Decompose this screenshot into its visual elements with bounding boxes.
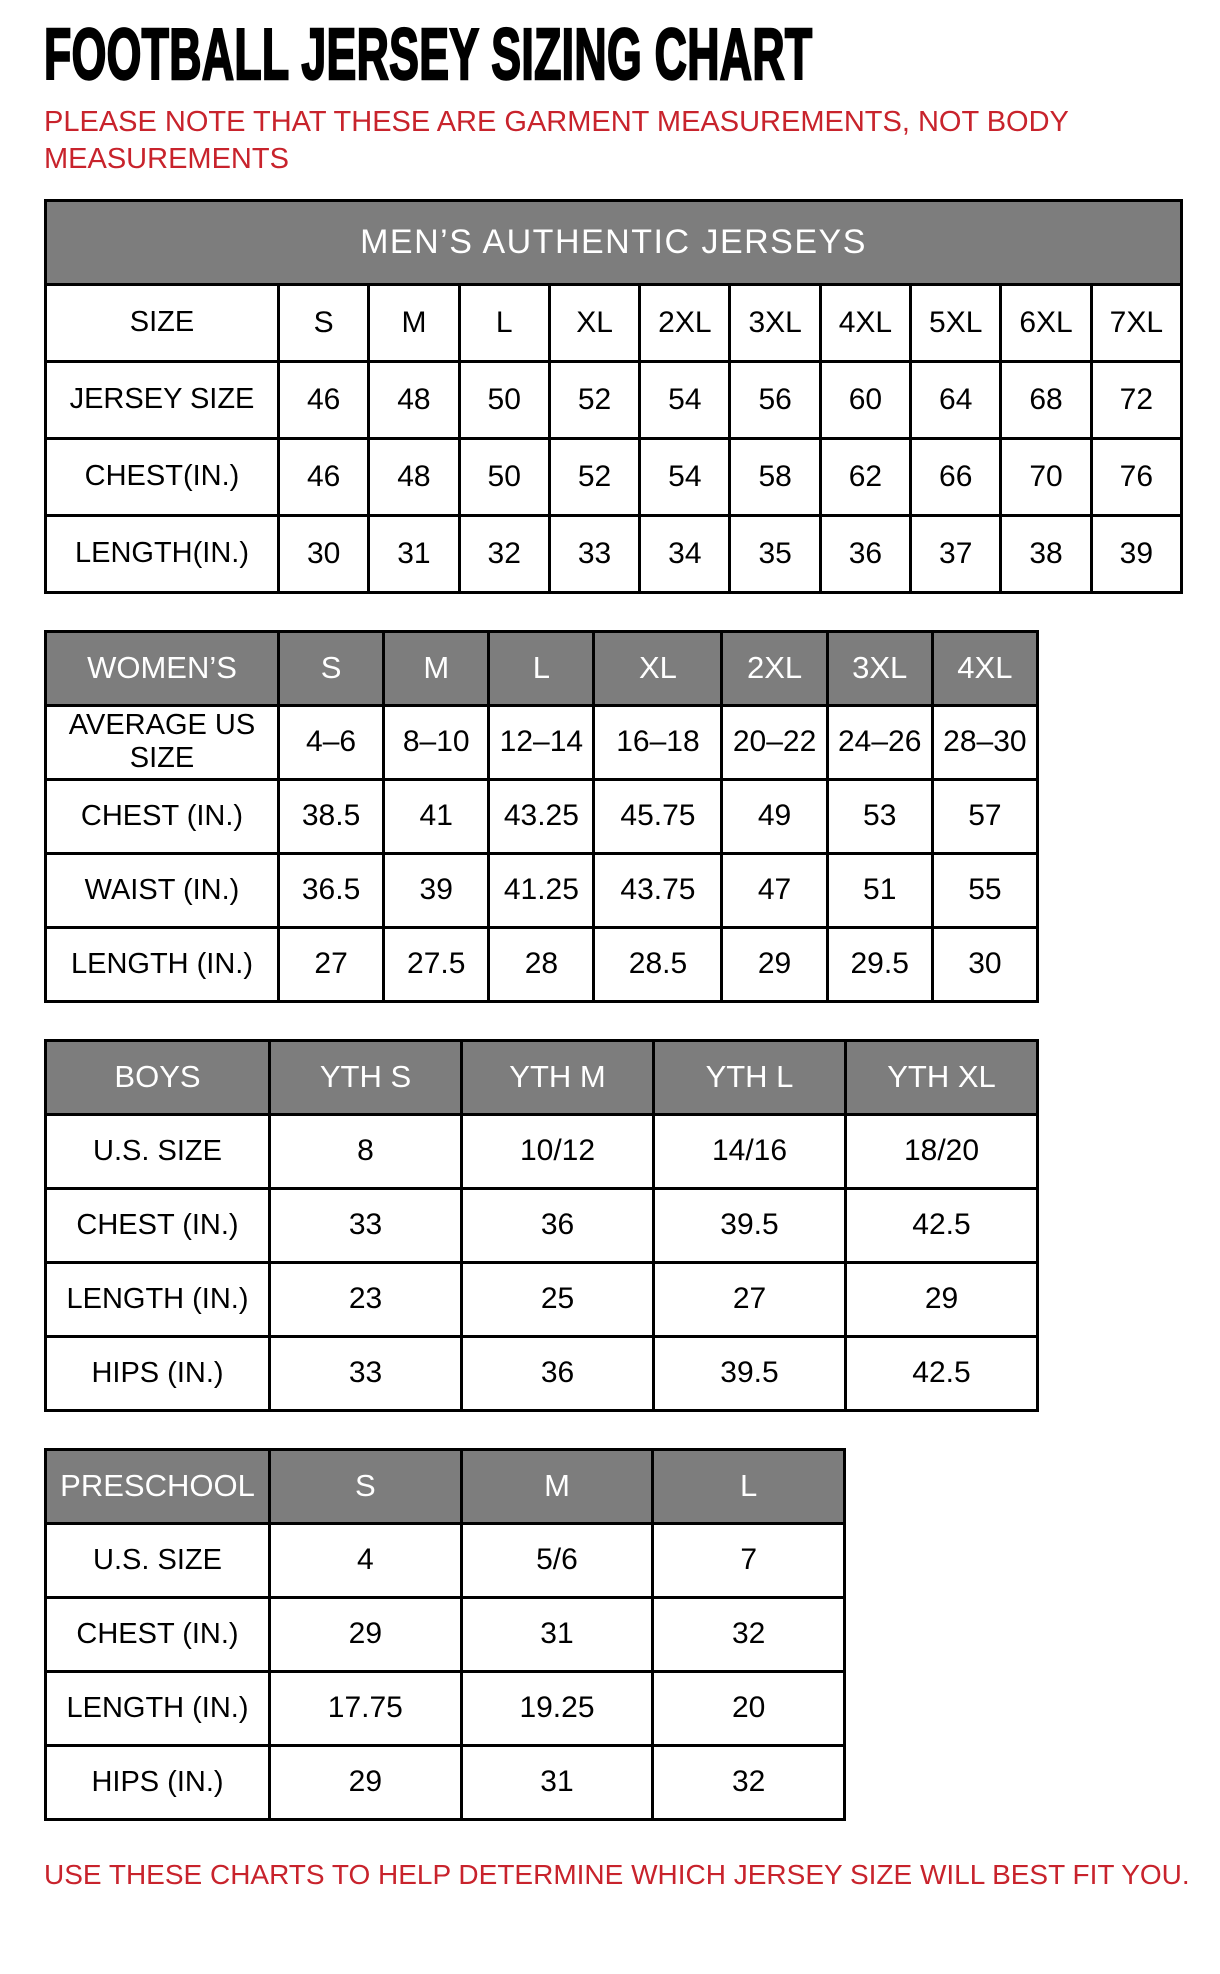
mens-authentic-jerseys-table [44,199,1180,594]
row-label: LENGTH (IN.) [46,1671,270,1745]
value-cell: 31 [461,1745,653,1819]
value-cell: 24–26 [827,705,932,779]
size-header-cell: M [384,631,489,705]
value-cell: 52 [549,438,639,515]
mens-banner: MEN’S AUTHENTIC JERSEYS [46,200,1182,284]
value-cell: 34 [640,515,730,592]
banner-row [46,200,1182,284]
value-cell: 32 [653,1597,845,1671]
value-cell: 76 [1091,438,1181,515]
value-cell: 42.5 [846,1188,1038,1262]
value-cell: 10/12 [462,1114,654,1188]
table-row [46,779,1038,853]
size-header-cell: YTH XL [846,1040,1038,1114]
size-header-cell: YTH M [462,1040,654,1114]
size-header-cell: S [279,631,384,705]
value-cell: 23 [270,1262,462,1336]
value-cell: 39 [1091,515,1181,592]
table-row [46,1523,845,1597]
table-row [46,1597,845,1671]
size-header-cell: 2XL [640,284,730,361]
size-header-cell: L [653,1449,845,1523]
size-header-cell: XL [594,631,722,705]
size-header-cell: L [459,284,549,361]
value-cell: 33 [270,1188,462,1262]
value-cell: 45.75 [594,779,722,853]
row-label: JERSEY SIZE [46,361,279,438]
value-cell: 16–18 [594,705,722,779]
table-title-cell: WOMEN’S [46,631,279,705]
table-row [46,705,1038,779]
boys-grid [44,1039,1039,1412]
size-header-cell: S [279,284,369,361]
womens-grid [44,630,1039,1003]
row-label: HIPS (IN.) [46,1745,270,1819]
row-label: LENGTH (IN.) [46,927,279,1001]
value-cell: 39 [384,853,489,927]
value-cell: 4–6 [279,705,384,779]
value-cell: 46 [279,438,369,515]
value-cell: 49 [722,779,827,853]
size-header-cell: L [489,631,594,705]
size-header-cell: 4XL [932,631,1037,705]
fit-advice-note: USE THESE CHARTS TO HELP DETERMINE WHICH JERSEY SIZE WILL BEST FIT YOU. [44,1858,1190,1890]
value-cell: 27 [654,1262,846,1336]
row-label: U.S. SIZE [46,1523,270,1597]
header-row [46,1449,845,1523]
value-cell: 29 [270,1745,462,1819]
row-label: CHEST (IN.) [46,1188,270,1262]
value-cell: 8–10 [384,705,489,779]
table-row [46,1262,1038,1336]
value-cell: 29 [722,927,827,1001]
header-row [46,1040,1038,1114]
page-title: FOOTBALL JERSEY SIZING CHART [44,15,813,95]
row-label: HIPS (IN.) [46,1336,270,1410]
size-header-cell: XL [549,284,639,361]
preschool-grid [44,1448,846,1821]
table-row [46,927,1038,1001]
value-cell: 4 [270,1523,462,1597]
value-cell: 56 [730,361,820,438]
size-header-cell: 3XL [730,284,820,361]
value-cell: 36 [462,1336,654,1410]
table-row [46,361,1182,438]
table-row [46,1114,1038,1188]
value-cell: 37 [911,515,1001,592]
row-label: LENGTH (IN.) [46,1262,270,1336]
value-cell: 17.75 [270,1671,462,1745]
value-cell: 62 [820,438,910,515]
value-cell: 52 [549,361,639,438]
value-cell: 48 [369,438,459,515]
value-cell: 47 [722,853,827,927]
table-title-cell: SIZE [46,284,279,361]
value-cell: 70 [1001,438,1091,515]
value-cell: 50 [459,361,549,438]
value-cell: 36.5 [279,853,384,927]
value-cell: 51 [827,853,932,927]
size-header-cell: M [461,1449,653,1523]
table-row [46,1745,845,1819]
value-cell: 28 [489,927,594,1001]
value-cell: 29 [846,1262,1038,1336]
value-cell: 20–22 [722,705,827,779]
womens-sizing-table [44,630,1180,1003]
value-cell: 68 [1001,361,1091,438]
value-cell: 43.25 [489,779,594,853]
mens-grid [44,199,1183,594]
header-row [46,631,1038,705]
size-header-cell: M [369,284,459,361]
value-cell: 54 [640,438,730,515]
value-cell: 36 [820,515,910,592]
value-cell: 25 [462,1262,654,1336]
value-cell: 38 [1001,515,1091,592]
size-header-cell: 2XL [722,631,827,705]
row-label: CHEST (IN.) [46,1597,270,1671]
table-title-cell: PRESCHOOL [46,1449,270,1523]
value-cell: 58 [730,438,820,515]
value-cell: 53 [827,779,932,853]
size-header-cell: 7XL [1091,284,1181,361]
table-row [46,515,1182,592]
value-cell: 43.75 [594,853,722,927]
value-cell: 66 [911,438,1001,515]
table-row [46,1671,845,1745]
value-cell: 12–14 [489,705,594,779]
size-header-cell: YTH L [654,1040,846,1114]
row-label: U.S. SIZE [46,1114,270,1188]
table-row [46,853,1038,927]
value-cell: 18/20 [846,1114,1038,1188]
value-cell: 41.25 [489,853,594,927]
value-cell: 7 [653,1523,845,1597]
value-cell: 5/6 [461,1523,653,1597]
value-cell: 27.5 [384,927,489,1001]
value-cell: 39.5 [654,1188,846,1262]
value-cell: 30 [279,515,369,592]
value-cell: 27 [279,927,384,1001]
size-header-cell: 6XL [1001,284,1091,361]
value-cell: 55 [932,853,1037,927]
value-cell: 50 [459,438,549,515]
boys-sizing-table [44,1039,1180,1412]
value-cell: 30 [932,927,1037,1001]
value-cell: 72 [1091,361,1181,438]
size-header-cell: S [270,1449,462,1523]
value-cell: 35 [730,515,820,592]
value-cell: 32 [459,515,549,592]
value-cell: 46 [279,361,369,438]
table-row [46,438,1182,515]
table-row [46,1188,1038,1262]
row-label: WAIST (IN.) [46,853,279,927]
size-header-cell: 5XL [911,284,1001,361]
garment-measurement-note: PLEASE NOTE THAT THESE ARE GARMENT MEASUREMENTS, NOT BODY MEASUREMENTS [44,105,1069,176]
value-cell: 32 [653,1745,845,1819]
value-cell: 57 [932,779,1037,853]
value-cell: 8 [270,1114,462,1188]
value-cell: 28–30 [932,705,1037,779]
value-cell: 29 [270,1597,462,1671]
value-cell: 38.5 [279,779,384,853]
value-cell: 36 [462,1188,654,1262]
value-cell: 20 [653,1671,845,1745]
size-header-cell: 3XL [827,631,932,705]
value-cell: 33 [270,1336,462,1410]
value-cell: 60 [820,361,910,438]
value-cell: 39.5 [654,1336,846,1410]
table-row [46,1336,1038,1410]
size-header-cell: 4XL [820,284,910,361]
value-cell: 42.5 [846,1336,1038,1410]
value-cell: 54 [640,361,730,438]
header-row [46,284,1182,361]
row-label: AVERAGE US SIZE [46,705,279,779]
value-cell: 48 [369,361,459,438]
value-cell: 29.5 [827,927,932,1001]
row-label: LENGTH(IN.) [46,515,279,592]
row-label: CHEST(IN.) [46,438,279,515]
value-cell: 28.5 [594,927,722,1001]
table-title-cell: BOYS [46,1040,270,1114]
size-header-cell: YTH S [270,1040,462,1114]
row-label: CHEST (IN.) [46,779,279,853]
value-cell: 41 [384,779,489,853]
value-cell: 33 [549,515,639,592]
preschool-sizing-table [44,1448,1180,1821]
value-cell: 19.25 [461,1671,653,1745]
value-cell: 31 [461,1597,653,1671]
value-cell: 31 [369,515,459,592]
value-cell: 14/16 [654,1114,846,1188]
value-cell: 64 [911,361,1001,438]
